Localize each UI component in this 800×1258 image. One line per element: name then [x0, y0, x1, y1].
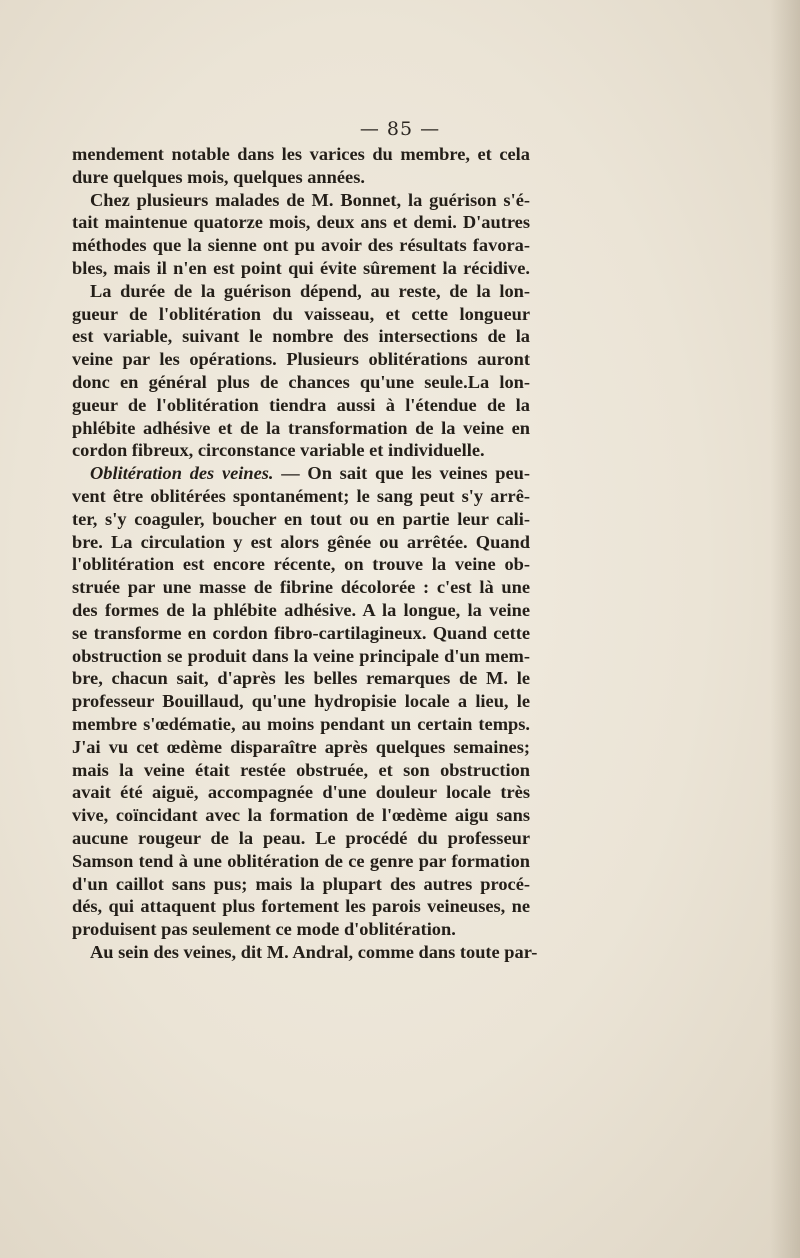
text-line	[72, 759, 530, 782]
text-line	[72, 348, 530, 371]
line-text: l'oblitération est encore récente, on trouve la veine ob-	[72, 554, 530, 575]
text-line	[72, 690, 530, 713]
line-text: se transforme en cordon fibro-cartilagineux. Quand cette	[72, 622, 530, 643]
line-text: bre. La circulation y est alors gênée ou arrêtée. Quand	[72, 531, 530, 552]
line-text: membre s'œdématie, au moins pendant un certain temps.	[72, 713, 530, 734]
text-line	[72, 325, 530, 348]
line-text: gueur de l'oblitération du vaisseau, et cette longueur	[72, 303, 530, 324]
line-text: tait maintenue quatorze mois, deux ans et demi. D'autres	[72, 212, 530, 233]
line-text: struée par une masse de fibrine décolorée : c'est là une	[72, 577, 530, 598]
text-line	[72, 508, 530, 531]
text-line	[72, 873, 530, 896]
line-text: est variable, suivant le nombre des intersections de la	[72, 326, 530, 347]
text-line	[72, 622, 530, 645]
text-line	[72, 417, 530, 440]
line-text: d'un caillot sans pus; mais la plupart des autres procé-	[72, 873, 530, 894]
line-text: produisent pas seulement ce mode d'oblitération.	[72, 919, 456, 940]
line-text: gueur de l'oblitération tiendra aussi à l'étendue de la	[72, 394, 530, 415]
text-line	[72, 918, 530, 941]
text-line	[72, 895, 530, 918]
text-line	[72, 394, 530, 417]
line-text: bre, chacun sait, d'après les belles remarques de M. le	[72, 668, 530, 689]
line-text: — On sait que les veines peu-	[273, 463, 530, 484]
text-line	[72, 234, 530, 257]
line-text: J'ai vu cet œdème disparaître après quelques semaines;	[72, 736, 530, 757]
text-line	[72, 462, 530, 485]
line-text: phlébite adhésive et de la transformation de la veine en	[72, 417, 530, 438]
text-line	[72, 189, 530, 212]
text-line	[72, 166, 530, 189]
text-line	[72, 941, 538, 964]
line-text: dure quelques mois, quelques années.	[72, 166, 365, 187]
text-line	[72, 736, 530, 759]
line-text: méthodes que la sienne ont pu avoir des résultats favora-	[72, 235, 530, 256]
text-line	[72, 667, 530, 690]
text-line	[72, 827, 530, 850]
line-text: veine par les opérations. Plusieurs oblitérations auront	[72, 349, 530, 370]
text-line	[72, 303, 530, 326]
page-number: — 85 —	[359, 118, 441, 140]
line-text: ter, s'y coaguler, boucher en tout ou en partie leur cali-	[72, 508, 530, 529]
text-line	[72, 553, 530, 576]
text-line	[72, 713, 530, 736]
text-line	[72, 211, 530, 234]
line-text: mais la veine était restée obstruée, et son obstruction	[72, 759, 530, 780]
text-line	[72, 576, 530, 599]
page-edge-shadow	[770, 0, 800, 1258]
section-heading: Oblitération des veines.	[90, 463, 274, 484]
body-text	[72, 143, 538, 964]
line-text: professeur Bouillaud, qu'une hydropisie locale a lieu, le	[72, 691, 530, 712]
line-text: bles, mais il n'en est point qui évite sûrement la récidive.	[72, 257, 530, 278]
text-line	[72, 781, 530, 804]
line-text: Chez plusieurs malades de M. Bonnet, la guérison s'é-	[90, 189, 530, 210]
line-text: obstruction se produit dans la veine principale d'un mem-	[72, 645, 530, 666]
text-line	[72, 439, 530, 462]
text-line	[72, 143, 530, 166]
text-line	[72, 804, 530, 827]
text-line	[72, 280, 530, 303]
line-text: avait été aiguë, accompagnée d'une douleur locale très	[72, 782, 530, 803]
line-text: mendement notable dans les varices du membre, et cela	[72, 144, 530, 164]
line-text: Au sein des veines, dit M. Andral, comme dans toute par-	[90, 941, 538, 962]
line-text: dés, qui attaquent plus fortement les parois veineuses, ne	[72, 896, 530, 917]
text-line	[72, 257, 530, 280]
line-text: cordon fibreux, circonstance variable et individuelle.	[72, 440, 485, 461]
line-text: vent être oblitérées spontanément; le sang peut s'y arrê-	[72, 485, 530, 506]
text-line	[72, 531, 530, 554]
text-line	[72, 371, 530, 394]
line-text: La durée de la guérison dépend, au reste, de la lon-	[90, 280, 530, 301]
text-line	[72, 645, 530, 668]
text-line	[72, 599, 530, 622]
text-line	[72, 485, 530, 508]
line-text: Samson tend à une oblitération de ce genre par formation	[72, 850, 530, 871]
line-text: donc en général plus de chances qu'une seule.La lon-	[72, 371, 530, 392]
line-text: aucune rougeur de la peau. Le procédé du professeur	[72, 827, 530, 848]
line-text: des formes de la phlébite adhésive. A la longue, la veine	[72, 599, 530, 620]
line-text: vive, coïncidant avec la formation de l'œdème aigu sans	[72, 805, 530, 826]
text-line	[72, 850, 530, 873]
